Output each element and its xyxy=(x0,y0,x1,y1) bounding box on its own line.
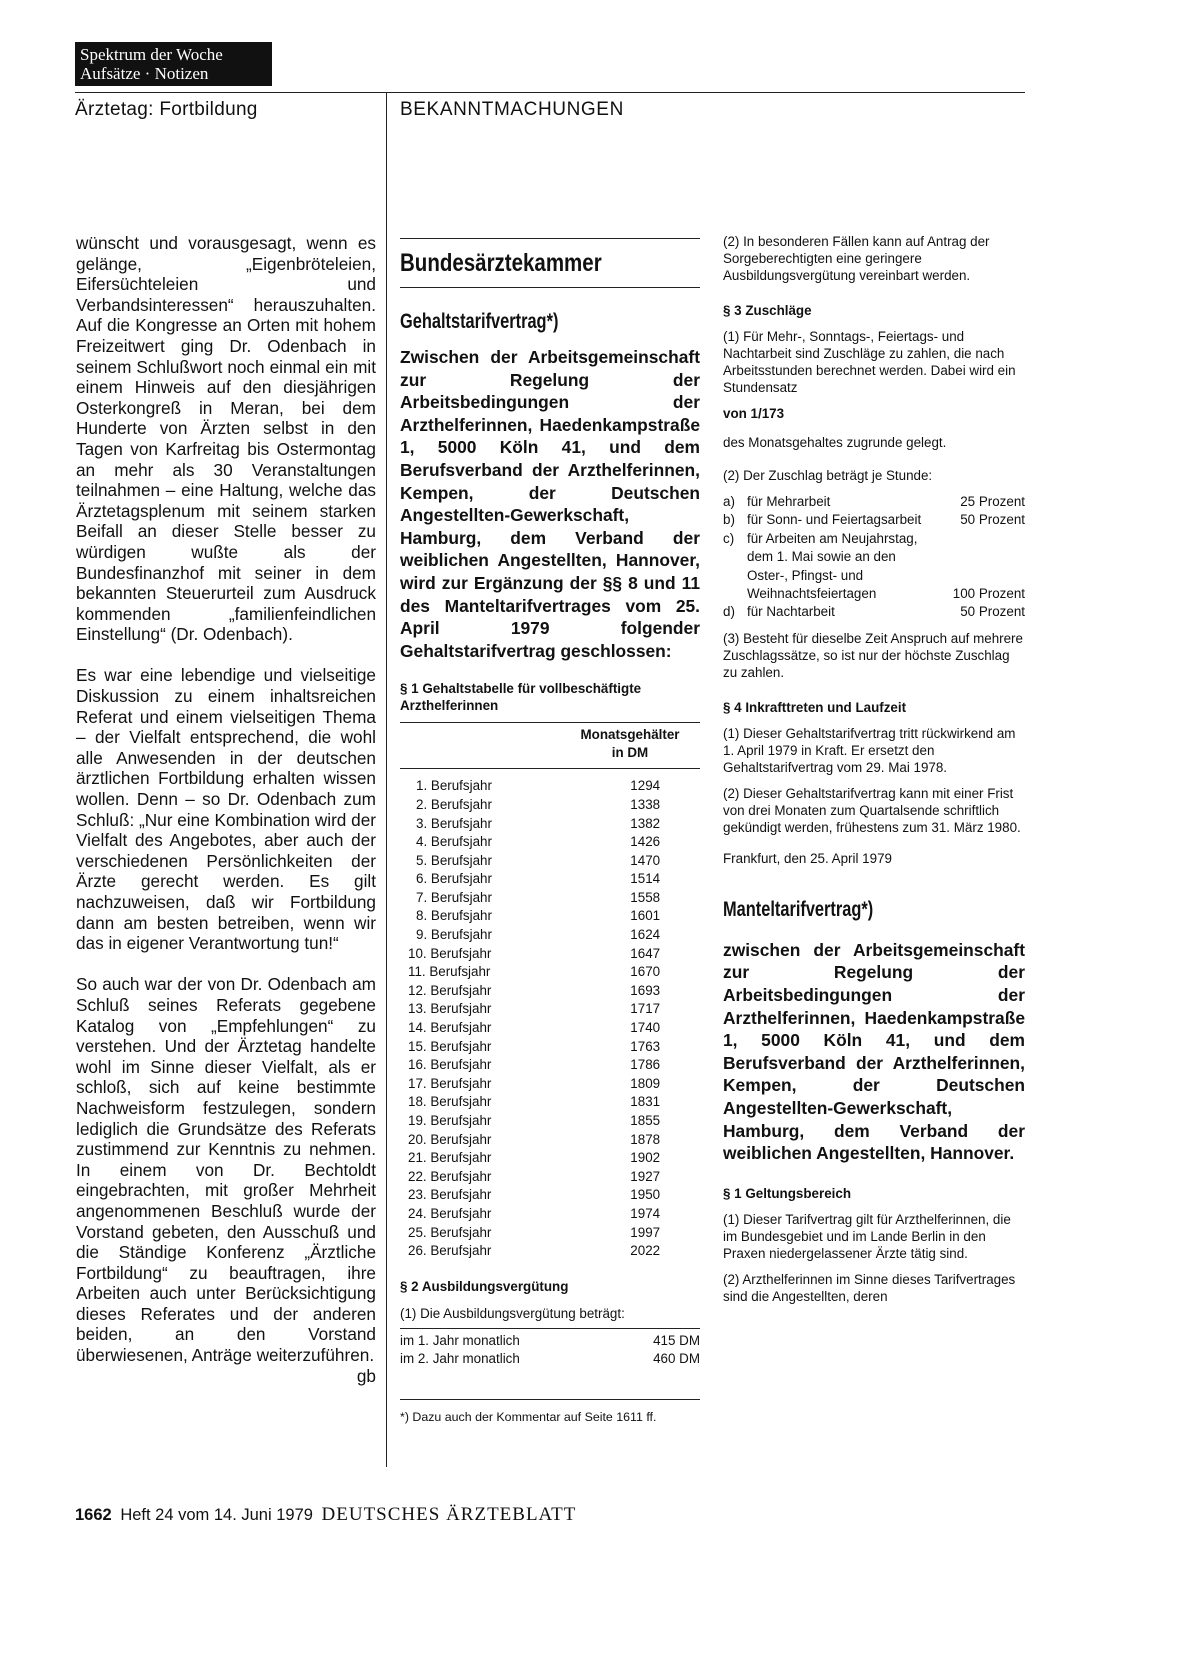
salary-table xyxy=(400,777,700,1260)
salary-table-header: Monatsgehälter in DM xyxy=(580,727,680,761)
salary-year: 7. Berufsjahr xyxy=(416,889,492,905)
training-label: im 2. Jahr monatlich xyxy=(400,1351,520,1367)
surcharge-label: für Arbeiten am Neujahrstag, dem 1. Mai sowie an den Oster-, Pfingst- und Weihnachtsfeiertagen xyxy=(747,530,918,602)
section-2-para-2: (2) In besonderen Fällen kann auf Antrag der Sorgeberechtigten eine geringere Ausbildungsvergütung vereinbart werden. xyxy=(723,234,990,283)
salary-row xyxy=(400,1075,700,1094)
surcharge-value: 50 Prozent xyxy=(960,512,1025,528)
salary-year: 9. Berufsjahr xyxy=(416,927,492,943)
salary-row xyxy=(400,1186,700,1205)
salary-contract-intro: Zwischen der Arbeitsgemeinschaft zur Regelung der Arbeitsbedingungen der Arzthelferinnen, Haedenkampstraße 1, 5000 Köln 41, und dem Berufsverband der Arzthelferinnen, Kempen, der Deutschen Angestellten-Gewerkschaft, Hamburg, dem Verband der weiblichen Angestellten, Hannover, wird zur Ergänzung der §§ 8 und 11 des Manteltarifvertrages vom 25. April 1979 folgender Gehaltstarifvertrag geschlossen: xyxy=(400,347,700,661)
salary-year: 21. Berufsjahr xyxy=(408,1150,492,1166)
training-row xyxy=(400,1332,700,1351)
surcharge-row xyxy=(723,603,1025,621)
salary-row xyxy=(400,870,700,889)
surcharge-label: für Nachtarbeit xyxy=(747,604,835,620)
section-3-para-3: (3) Besteht für dieselbe Zeit Anspruch auf mehrere Zuschlagssätze, so ist nur der höchste Zuschlag zu zahlen. xyxy=(723,630,1023,680)
section-3-rate: von 1/173 xyxy=(723,406,785,421)
surcharge-value: 50 Prozent xyxy=(960,604,1025,620)
left-paragraph-3: So auch war der von Dr. Odenbach am Schluß seines Referats gegebene Katalog von „Empfehlungen“ zu verstehen. Und der Ärztetag handelte wohl im Sinne dieser Vielfalt, als er schloß, sich auf keine bestimmte Nachweisform festzulegen, sondern lediglich die Grundsätze des Referats zustimmend zur Kenntnis zu nehmen. In einem von Dr. Bechtoldt eingebrachten, mit großer Mehrheit angenommenen Beschluß wurde der Vorstand gebeten, den Ausschuß und die Ständige Konferenz „Ärztliche Fortbildung“ zu beauftragen, ihre Arbeiten auch unter Berücksichtigung dieses Referates und der anderen beiden, an den Vorstand überwiesenen, Anträge weiterzuführen. gb xyxy=(76,974,376,1386)
surcharge-key: d) xyxy=(723,604,735,620)
salary-row xyxy=(400,1112,700,1131)
salary-row xyxy=(400,889,700,908)
surcharge-key: a) xyxy=(723,494,735,509)
framework-section-1-para-1: (1) Dieser Tarifvertrag gilt für Arzthelferinnen, die im Bundesgebiet und im Lande Berlin in den Praxen niedergelassener Ärzte tätig sind. xyxy=(723,1211,1011,1261)
salary-year: 26. Berufsjahr xyxy=(408,1243,492,1259)
left-article-column xyxy=(76,233,376,1386)
place-date: Frankfurt, den 25. April 1979 xyxy=(723,850,892,866)
framework-section-1-para-2: (2) Arzthelferinnen im Sinne dieses Tarifvertrages sind die Angestellten, deren xyxy=(723,1271,1016,1304)
framework-contract-title: Manteltarifvertrag*) xyxy=(723,897,874,921)
framework-contract-intro: zwischen der Arbeitsgemeinschaft zur Regelung der Arbeitsbedingungen der Arzthelferinnen, Haedenkampstraße 1, 5000 Köln 41, und dem Berufsverband der Arzthelferinnen, Kempen, der Deutschen Angestellten-Gewerkschaft, Hamburg, dem Verband der weiblichen Angestellten, Hannover. xyxy=(723,939,1025,1164)
salary-year: 25. Berufsjahr xyxy=(408,1224,492,1240)
header-rule xyxy=(75,92,1025,93)
salary-year: 18. Berufsjahr xyxy=(408,1094,492,1110)
surcharge-value: 100 Prozent xyxy=(952,586,1025,602)
salary-amount: 1809 xyxy=(630,1075,661,1091)
left-paragraph-2: Es war eine lebendige und vielseitige Diskussion zu einem inhaltsreichen Referat und einem vielseitigen Thema – der Vielfalt entsprechend, die wohl alle Anwesenden in der deutschen ärztlichen Fortbildung erhalten wissen wollen. Denn – so Dr. Odenbach zum Schluß: „Nur eine Kombination wird der Vielfalt des Angebotes, aber auch der verschiedenen Persönlichkeiten der Ärzte gerecht werden. Es gilt nachzuweisen, daß wir Fortbildung dann am besten betreiben, wenn wir das in eigener Verantwortung tun!“ xyxy=(76,665,376,954)
salary-year: 14. Berufsjahr xyxy=(408,1020,492,1036)
salary-row xyxy=(400,1242,700,1261)
page-footer xyxy=(75,1504,576,1526)
salary-amount: 1717 xyxy=(630,1001,661,1017)
section-2-para-1: (1) Die Ausbildungsvergütung beträgt: xyxy=(400,1305,625,1321)
section-4-para-1: (1) Dieser Gehaltstarifvertrag tritt rückwirkend am 1. April 1979 in Kraft. Er ersetzt den Gehaltstarifvertrag vom 29. Mai 1978. xyxy=(723,725,1016,775)
salary-amount: 1382 xyxy=(630,815,661,831)
footnote-rule xyxy=(400,1399,700,1400)
salary-year: 3. Berufsjahr xyxy=(416,815,492,831)
salary-year: 2. Berufsjahr xyxy=(416,796,492,812)
salary-amount: 2022 xyxy=(630,1243,661,1259)
salary-year: 6. Berufsjahr xyxy=(416,871,492,887)
salary-year: 15. Berufsjahr xyxy=(408,1038,492,1054)
brand-line-2: Aufsätze · Notizen xyxy=(80,64,209,83)
section-4-para-2: (2) Dieser Gehaltstarifvertrag kann mit einer Frist von drei Monaten zum Quartalsende schriftlich gekündigt werden, frühestens zum 31. März 1980. xyxy=(723,785,1021,835)
section-heading-left: Ärztetag: Fortbildung xyxy=(75,99,258,120)
salary-amount: 1902 xyxy=(630,1150,661,1166)
surcharge-label: für Mehrarbeit xyxy=(747,494,831,509)
training-row xyxy=(400,1350,700,1369)
salary-row xyxy=(400,945,700,964)
section-3-para-2: (2) Der Zuschlag beträgt je Stunde: xyxy=(723,468,933,483)
section-brand-label xyxy=(75,42,272,86)
salary-row xyxy=(400,833,700,852)
section-2-title: § 2 Ausbildungsvergütung xyxy=(400,1278,569,1294)
footnote: *) Dazu auch der Kommentar auf Seite 1611 ff. xyxy=(400,1409,657,1424)
salary-row xyxy=(400,815,700,834)
salary-amount: 1740 xyxy=(630,1020,661,1036)
surcharge-row xyxy=(723,511,1025,529)
salary-amount: 1624 xyxy=(630,927,661,943)
org-heading: Bundesärztekammer xyxy=(400,249,602,277)
left-paragraph-1: wünscht und vorausgesagt, wenn es gelänge, „Eigenbröteleien, Eifersüchteleien und Verbandsinteressen“ herauszuhalten. Auf die Kongresse an Orten mit hohem Freizeitwert ging Dr. Odenbach in seinem Schlußwort noch einmal ein mit einem Hinweis auf den diesjährigen Osterkongreß in Meran, bei dem Hunderte von Ärzten selbst in den Tagen von Karfreitag bis Ostermontag an mehr als 30 Veranstaltungen teilnahmen – eine Haltung, welche das Ärztetagsplenum mit seinem starken Beifall an dieser Stelle besser zu würdigen wußte als der Bundesfinanzhof mit seiner in dem bekannten Steuerurteil zum Ausdruck kommenden „familienfeindlichen Einstellung“ (Dr. Odenbach). xyxy=(76,233,376,645)
salary-amount: 1878 xyxy=(630,1131,661,1147)
column-divider xyxy=(386,92,387,1467)
training-rule-top xyxy=(400,1328,700,1329)
salary-year: 23. Berufsjahr xyxy=(408,1187,492,1203)
salary-year: 13. Berufsjahr xyxy=(408,1001,492,1017)
salary-year: 22. Berufsjahr xyxy=(408,1168,492,1184)
salary-row xyxy=(400,1056,700,1075)
salary-amount: 1927 xyxy=(630,1168,661,1184)
salary-row xyxy=(400,926,700,945)
salary-row xyxy=(400,1000,700,1019)
salary-amount: 1601 xyxy=(630,908,661,924)
section-heading-right: BEKANNTMACHUNGEN xyxy=(400,99,624,120)
brand-line-1: Spektrum der Woche xyxy=(80,45,223,64)
salary-amount: 1786 xyxy=(630,1057,661,1073)
section-4-title: § 4 Inkrafttreten und Laufzeit xyxy=(723,699,907,715)
salary-row xyxy=(400,1038,700,1057)
salary-year: 17. Berufsjahr xyxy=(408,1075,492,1091)
surcharge-list xyxy=(723,493,1025,622)
magazine-name: DEUTSCHES ÄRZTEBLATT xyxy=(321,1504,577,1525)
section-3-rate-after: des Monatsgehaltes zugrunde gelegt. xyxy=(723,435,947,450)
table-rule-top xyxy=(400,722,700,723)
salary-year: 4. Berufsjahr xyxy=(416,834,492,850)
salary-amount: 1693 xyxy=(630,982,661,998)
salary-year: 24. Berufsjahr xyxy=(408,1205,492,1221)
salary-row xyxy=(400,963,700,982)
surcharge-value: 25 Prozent xyxy=(960,494,1025,509)
section-1-title: § 1 Gehaltstabelle für vollbeschäftigte Arzthelferinnen xyxy=(400,681,642,714)
salary-year: 12. Berufsjahr xyxy=(408,982,492,998)
surcharge-row xyxy=(723,493,1025,511)
right-column xyxy=(723,233,1025,1314)
salary-row xyxy=(400,1131,700,1150)
salary-year: 19. Berufsjahr xyxy=(408,1113,492,1128)
salary-year: 5. Berufsjahr xyxy=(416,852,492,868)
salary-amount: 1338 xyxy=(630,796,661,812)
surcharge-label: für Sonn- und Feiertagsarbeit xyxy=(747,512,922,528)
table-rule-header xyxy=(400,768,700,769)
salary-year: 20. Berufsjahr xyxy=(408,1131,492,1147)
salary-year: 8. Berufsjahr xyxy=(416,908,492,924)
salary-row xyxy=(400,852,700,871)
surcharge-key: c) xyxy=(723,530,735,546)
salary-amount: 1974 xyxy=(630,1205,661,1221)
org-rule-top xyxy=(400,238,700,239)
surcharge-row xyxy=(723,530,1025,604)
salary-year: 1. Berufsjahr xyxy=(416,778,492,794)
salary-amount: 1855 xyxy=(630,1113,661,1128)
salary-amount: 1950 xyxy=(630,1187,661,1203)
salary-amount: 1831 xyxy=(630,1094,661,1110)
training-amount: 415 DM xyxy=(653,1332,700,1348)
org-rule-bottom xyxy=(400,287,700,288)
training-amount: 460 DM xyxy=(653,1351,700,1367)
salary-amount: 1426 xyxy=(630,834,661,850)
salary-row xyxy=(400,1168,700,1187)
salary-row xyxy=(400,777,700,796)
salary-year: 11. Berufsjahr xyxy=(408,964,491,980)
middle-column xyxy=(400,233,700,1424)
issue-info: Heft 24 vom 14. Juni 1979 xyxy=(120,1506,313,1524)
salary-contract-title: Gehaltstarifvertrag*) xyxy=(400,310,559,333)
section-3-para-1: (1) Für Mehr-, Sonntags-, Feiertags- und Nachtarbeit sind Zuschläge zu zahlen, die nach Arbeitsstunden berechnet werden. Dabei wird ein Stundensatz xyxy=(723,329,1016,395)
training-label: im 1. Jahr monatlich xyxy=(400,1332,520,1348)
salary-amount: 1997 xyxy=(630,1224,661,1240)
salary-row xyxy=(400,1093,700,1112)
section-3-title: § 3 Zuschläge xyxy=(723,303,812,318)
salary-year: 10. Berufsjahr xyxy=(408,945,492,961)
salary-row xyxy=(400,1019,700,1038)
salary-row xyxy=(400,1205,700,1224)
surcharge-key: b) xyxy=(723,512,735,528)
salary-year: 16. Berufsjahr xyxy=(408,1057,492,1073)
salary-row xyxy=(400,796,700,815)
salary-row xyxy=(400,1149,700,1168)
salary-amount: 1763 xyxy=(630,1038,661,1054)
salary-amount: 1558 xyxy=(630,889,661,905)
framework-section-1-title: § 1 Geltungsbereich xyxy=(723,1185,851,1201)
salary-amount: 1670 xyxy=(630,964,661,980)
page-number: 1662 xyxy=(75,1506,112,1524)
salary-row xyxy=(400,907,700,926)
salary-row xyxy=(400,1224,700,1243)
salary-amount: 1647 xyxy=(630,945,661,961)
salary-amount: 1294 xyxy=(630,778,661,794)
training-table xyxy=(400,1332,700,1369)
salary-amount: 1470 xyxy=(630,852,661,868)
salary-amount: 1514 xyxy=(630,871,661,887)
salary-row xyxy=(400,982,700,1001)
author-signature: gb xyxy=(356,1365,376,1386)
